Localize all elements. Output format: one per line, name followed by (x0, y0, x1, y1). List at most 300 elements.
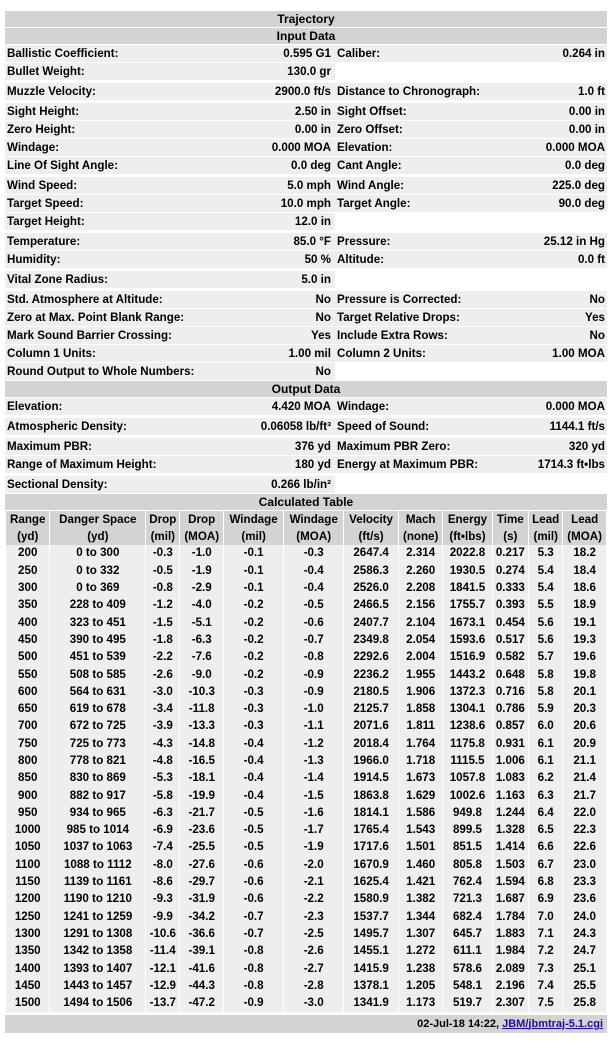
table-cell: 830 to 869 (50, 770, 145, 787)
table-cell: 882 to 917 (50, 787, 145, 804)
input-row (5, 139, 607, 156)
table-cell: -0.7 (284, 631, 343, 648)
table-row (6, 597, 606, 614)
output-row (5, 418, 607, 435)
table-cell: -11.4 (146, 943, 179, 960)
table-cell: 1755.7 (443, 597, 491, 614)
calculated-table (5, 511, 607, 1012)
input-row (5, 345, 607, 362)
table-cell: 19.3 (563, 631, 606, 648)
field-value: 2900.0 ft/s (274, 85, 331, 98)
table-cell: 7.5 (529, 995, 562, 1012)
field-label: Elevation: (337, 141, 393, 154)
table-cell: -0.1 (224, 545, 283, 562)
table-row (6, 649, 606, 666)
table-row (6, 545, 606, 562)
column-unit: (none) (399, 528, 442, 545)
table-cell: 1139 to 1161 (50, 874, 145, 891)
table-cell: 2.314 (399, 545, 442, 562)
table-cell: -8.0 (146, 856, 179, 873)
field-value: 0.595 G1 (283, 47, 331, 60)
table-cell: 6.0 (529, 718, 562, 735)
field-label: Sight Height: (7, 105, 80, 118)
table-cell: 1342 to 1358 (50, 943, 145, 960)
table-cell: 18.6 (563, 580, 606, 597)
table-cell: 7.4 (529, 977, 562, 994)
table-cell: 1.083 (493, 770, 529, 787)
table-cell: -0.8 (146, 580, 179, 597)
input-row (5, 271, 607, 288)
table-cell: 19.6 (563, 649, 606, 666)
table-cell: -1.1 (284, 718, 343, 735)
table-cell: 1.687 (493, 891, 529, 908)
field-label (335, 363, 517, 380)
table-row (6, 683, 606, 700)
table-cell: 24.0 (563, 908, 606, 925)
table-cell: 950 (6, 804, 49, 821)
field-label: Bullet Weight: (7, 65, 85, 78)
field-value: No (315, 311, 331, 324)
field-label: Pressure is Corrected: (337, 293, 462, 306)
table-cell: 1930.5 (443, 562, 491, 579)
table-row (6, 787, 606, 804)
footer (5, 1015, 607, 1033)
field-value: 0.0 ft (577, 253, 605, 266)
field-value (517, 476, 607, 493)
column-unit: (ft•lbs) (443, 528, 491, 545)
table-cell: 2.054 (399, 631, 442, 648)
table-cell: -5.8 (146, 787, 179, 804)
field-label: Range of Maximum Height: (7, 458, 157, 471)
input-row (5, 363, 607, 380)
table-cell: 1914.5 (344, 770, 398, 787)
table-cell: 1.421 (399, 874, 442, 891)
table-cell: 1057.8 (443, 770, 491, 787)
field-label: Std. Atmosphere at Altitude: (7, 293, 163, 306)
table-cell: 2.260 (399, 562, 442, 579)
table-cell: 762.4 (443, 874, 491, 891)
table-cell: 2349.8 (344, 631, 398, 648)
table-cell: 2.307 (493, 995, 529, 1012)
table-cell: 564 to 631 (50, 683, 145, 700)
table-row (6, 666, 606, 683)
table-cell: -0.4 (224, 753, 283, 770)
table-cell: 300 (6, 580, 49, 597)
table-cell: 2.156 (399, 597, 442, 614)
table-cell: -0.8 (284, 649, 343, 666)
table-cell: -0.3 (224, 683, 283, 700)
table-cell: -2.7 (284, 960, 343, 977)
table-cell: -0.1 (224, 580, 283, 597)
table-cell: -1.5 (284, 787, 343, 804)
table-cell: 6.1 (529, 753, 562, 770)
table-cell: -4.0 (180, 597, 223, 614)
table-cell: 1.344 (399, 908, 442, 925)
table-cell: 2466.5 (344, 597, 398, 614)
table-row (6, 856, 606, 873)
table-cell: 1.629 (399, 787, 442, 804)
field-value: 0.00 in (568, 123, 605, 136)
table-cell: 5.3 (529, 545, 562, 562)
table-cell: 1037 to 1063 (50, 839, 145, 856)
column-unit: (mil) (224, 528, 283, 545)
table-cell: 0 to 369 (50, 580, 145, 597)
jbm-link[interactable]: JBM (502, 1018, 526, 1031)
column-unit: (mil) (529, 528, 562, 545)
table-cell: 2407.7 (344, 614, 398, 631)
table-cell: -1.0 (180, 545, 223, 562)
table-cell: 6.2 (529, 770, 562, 787)
table-row (6, 995, 606, 1012)
table-cell: 1.543 (399, 822, 442, 839)
table-row (6, 701, 606, 718)
field-label: Column 2 Units: (337, 347, 426, 360)
table-cell: 19.8 (563, 666, 606, 683)
column-unit: (ft/s) (344, 528, 398, 545)
table-cell: -2.8 (284, 977, 343, 994)
table-cell: -14.8 (180, 735, 223, 752)
field-value: No (315, 365, 331, 378)
table-cell: 6.7 (529, 856, 562, 873)
table-cell: 1.163 (493, 787, 529, 804)
table-cell: 1.764 (399, 735, 442, 752)
table-cell: -3.0 (284, 995, 343, 1012)
table-cell: 1115.5 (443, 753, 491, 770)
table-cell: -1.8 (146, 631, 179, 648)
table-cell: 1673.1 (443, 614, 491, 631)
table-cell: -0.4 (224, 787, 283, 804)
table-cell: 721.3 (443, 891, 491, 908)
table-cell: 0.393 (493, 597, 529, 614)
table-cell: 2586.3 (344, 562, 398, 579)
table-cell: -8.6 (146, 874, 179, 891)
table-cell: -1.2 (284, 735, 343, 752)
table-cell: 1393 to 1407 (50, 960, 145, 977)
field-label: Pressure: (337, 235, 391, 248)
table-cell: -0.6 (224, 856, 283, 873)
table-cell: 21.4 (563, 770, 606, 787)
table-cell: 23.3 (563, 874, 606, 891)
table-cell: 5.8 (529, 683, 562, 700)
table-cell: 619 to 678 (50, 701, 145, 718)
table-cell: 1863.8 (344, 787, 398, 804)
table-cell: -12.9 (146, 977, 179, 994)
table-row (6, 753, 606, 770)
table-cell: 7.0 (529, 908, 562, 925)
column-unit: (MOA) (284, 528, 343, 545)
column-header: Drop (146, 511, 179, 528)
table-cell: 2180.5 (344, 683, 398, 700)
table-cell: 550 (6, 666, 49, 683)
table-row (6, 943, 606, 960)
table-cell: -3.4 (146, 701, 179, 718)
table-cell: -2.6 (146, 666, 179, 683)
input-data-section (5, 45, 607, 380)
table-cell: 1150 (6, 874, 49, 891)
table-cell: 1500 (6, 995, 49, 1012)
field-value: 1714.3 ft•lbs (537, 458, 605, 471)
table-row (6, 614, 606, 631)
table-cell: 1.205 (399, 977, 442, 994)
table-cell: -0.3 (224, 718, 283, 735)
title-header: Trajectory (5, 11, 607, 27)
table-cell: -41.6 (180, 960, 223, 977)
field-label: Target Angle: (337, 197, 411, 210)
field-label: Zero Height: (7, 123, 76, 136)
table-cell: 22.0 (563, 804, 606, 821)
table-cell: -0.7 (224, 926, 283, 943)
table-row (6, 874, 606, 891)
table-cell: -1.7 (284, 822, 343, 839)
table-cell: 1341.9 (344, 995, 398, 1012)
jbmtraj-link[interactable]: jbmtraj-5.1.cgi (528, 1018, 603, 1031)
field-label: Cant Angle: (337, 159, 402, 172)
table-row (6, 908, 606, 925)
table-cell: -6.9 (146, 822, 179, 839)
table-row (6, 562, 606, 579)
input-data-header: Input Data (5, 28, 607, 44)
table-cell: 22.6 (563, 839, 606, 856)
table-cell: 2236.2 (344, 666, 398, 683)
field-label: Vital Zone Radius: (7, 273, 108, 286)
table-cell: 5.6 (529, 614, 562, 631)
table-cell: 750 (6, 735, 49, 752)
field-label: Ballistic Coefficient: (7, 47, 119, 60)
table-cell: 682.4 (443, 908, 491, 925)
input-row (5, 309, 607, 326)
table-cell: -0.2 (224, 649, 283, 666)
table-cell: -2.3 (284, 908, 343, 925)
table-cell: 2018.4 (344, 735, 398, 752)
table-cell: -0.7 (224, 908, 283, 925)
field-value: No (315, 293, 331, 306)
table-cell: 1494 to 1506 (50, 995, 145, 1012)
table-cell: 611.1 (443, 943, 491, 960)
table-cell: -10.3 (180, 683, 223, 700)
column-unit: (yd) (6, 528, 49, 545)
table-cell: 2.196 (493, 977, 529, 994)
table-cell: 900 (6, 787, 49, 804)
table-cell: 1190 to 1210 (50, 891, 145, 908)
table-cell: -19.9 (180, 787, 223, 804)
table-cell: 1580.9 (344, 891, 398, 908)
table-cell: 1291 to 1308 (50, 926, 145, 943)
column-unit: (MOA) (563, 528, 606, 545)
table-cell: -6.3 (180, 631, 223, 648)
table-cell: -1.6 (284, 804, 343, 821)
table-row (6, 631, 606, 648)
table-cell: -9.3 (146, 891, 179, 908)
table-cell: 1200 (6, 891, 49, 908)
table-cell: 23.0 (563, 856, 606, 873)
table-cell: -12.1 (146, 960, 179, 977)
table-row (6, 735, 606, 752)
table-cell: -1.9 (180, 562, 223, 579)
table-cell: -0.1 (224, 562, 283, 579)
field-label: Round Output to Whole Numbers: (7, 365, 195, 378)
field-label: Wind Speed: (7, 179, 78, 192)
input-row (5, 291, 607, 308)
table-cell: 1443.2 (443, 666, 491, 683)
field-label: Energy at Maximum PBR: (337, 458, 479, 471)
table-cell: 0.857 (493, 718, 529, 735)
column-header: Lead (529, 511, 562, 528)
column-unit: (MOA) (180, 528, 223, 545)
output-row (5, 438, 607, 455)
table-cell: 0.333 (493, 580, 529, 597)
field-value: 12.0 in (294, 215, 331, 228)
field-label: Target Relative Drops: (337, 311, 460, 324)
table-cell: 25.1 (563, 960, 606, 977)
table-cell: -47.2 (180, 995, 223, 1012)
table-cell: -2.0 (284, 856, 343, 873)
table-cell: 5.4 (529, 562, 562, 579)
table-cell: 1.503 (493, 856, 529, 873)
footer-date: 02-Jul-18 14:22, (417, 1018, 500, 1031)
table-cell: -0.2 (224, 666, 283, 683)
table-cell: 1100 (6, 856, 49, 873)
table-cell: 1495.7 (344, 926, 398, 943)
input-row (5, 45, 607, 62)
field-value (517, 63, 607, 80)
column-header: Energy (443, 511, 491, 528)
field-label: Muzzle Velocity: (7, 85, 96, 98)
table-cell: 2022.8 (443, 545, 491, 562)
field-label: Target Height: (7, 215, 85, 228)
table-cell: -2.9 (180, 580, 223, 597)
field-value (517, 363, 607, 380)
table-cell: -25.5 (180, 839, 223, 856)
column-header: Mach (399, 511, 442, 528)
table-cell: 1241 to 1259 (50, 908, 145, 925)
table-cell: 578.6 (443, 960, 491, 977)
field-value: 376 yd (294, 440, 331, 453)
table-cell: 24.7 (563, 943, 606, 960)
field-value: 0.264 in (562, 47, 605, 60)
table-cell: 1.272 (399, 943, 442, 960)
table-cell: -34.2 (180, 908, 223, 925)
table-cell: 2071.6 (344, 718, 398, 735)
table-cell: 21.1 (563, 753, 606, 770)
table-cell: 25.5 (563, 977, 606, 994)
table-cell: 451 to 539 (50, 649, 145, 666)
table-cell: -2.2 (146, 649, 179, 666)
table-cell: -0.6 (224, 874, 283, 891)
table-cell: -0.9 (284, 683, 343, 700)
table-cell: 1.906 (399, 683, 442, 700)
field-value: 320 yd (568, 440, 605, 453)
field-label: Zero Offset: (337, 123, 403, 136)
table-cell: -0.6 (224, 891, 283, 908)
table-cell: 24.3 (563, 926, 606, 943)
field-label: Atmospheric Density: (7, 420, 127, 433)
table-cell: 645.7 (443, 926, 491, 943)
table-cell: 1250 (6, 908, 49, 925)
table-cell: 1.883 (493, 926, 529, 943)
link-slash[interactable]: / (525, 1018, 529, 1031)
table-cell: 1450 (6, 977, 49, 994)
table-cell: 1.414 (493, 839, 529, 856)
table-cell: 20.3 (563, 701, 606, 718)
table-cell: -0.5 (224, 822, 283, 839)
table-cell: 1.784 (493, 908, 529, 925)
table-cell: 0.648 (493, 666, 529, 683)
field-value: 10.0 mph (280, 197, 331, 210)
table-cell: 700 (6, 718, 49, 735)
table-cell: 1717.6 (344, 839, 398, 856)
table-cell: 23.6 (563, 891, 606, 908)
table-cell: 0.716 (493, 683, 529, 700)
table-cell: -4.8 (146, 753, 179, 770)
table-cell: 2.089 (493, 960, 529, 977)
table-cell: 851.5 (443, 839, 491, 856)
field-value: 4.420 MOA (271, 400, 331, 413)
table-row (6, 891, 606, 908)
table-cell: -21.7 (180, 804, 223, 821)
table-cell: 2.208 (399, 580, 442, 597)
table-row (6, 804, 606, 821)
table-cell: -4.3 (146, 735, 179, 752)
table-row (6, 580, 606, 597)
table-cell: 1516.9 (443, 649, 491, 666)
table-cell: -31.9 (180, 891, 223, 908)
table-cell: 1.244 (493, 804, 529, 821)
table-cell: -36.6 (180, 926, 223, 943)
table-cell: 725 to 773 (50, 735, 145, 752)
table-cell: 18.2 (563, 545, 606, 562)
table-cell: -0.2 (224, 631, 283, 648)
table-cell: -0.6 (284, 614, 343, 631)
field-value: 0.00 in (568, 105, 605, 118)
table-cell: 508 to 585 (50, 666, 145, 683)
table-cell: 1372.3 (443, 683, 491, 700)
field-value: No (589, 293, 605, 306)
field-value: 0.000 MOA (545, 141, 605, 154)
table-cell: 1455.1 (344, 943, 398, 960)
input-row (5, 83, 607, 100)
table-cell: 1443 to 1457 (50, 977, 145, 994)
table-cell: -1.5 (146, 614, 179, 631)
table-cell: -0.9 (224, 995, 283, 1012)
field-label (335, 213, 517, 230)
table-cell: -1.9 (284, 839, 343, 856)
table-cell: -0.8 (224, 977, 283, 994)
table-cell: 250 (6, 562, 49, 579)
field-label: Zero at Max. Point Blank Range: (7, 311, 185, 324)
table-cell: 200 (6, 545, 49, 562)
table-cell: 1415.9 (344, 960, 398, 977)
table-cell: 1625.4 (344, 874, 398, 891)
table-cell: 1.594 (493, 874, 529, 891)
field-label: Mark Sound Barrier Crossing: (7, 329, 172, 342)
table-cell: -0.4 (284, 580, 343, 597)
field-label: Altitude: (337, 253, 385, 266)
table-cell: 1350 (6, 943, 49, 960)
table-cell: -3.9 (146, 718, 179, 735)
field-label: Sectional Density: (7, 478, 108, 491)
table-cell: 985 to 1014 (50, 822, 145, 839)
table-cell: 19.1 (563, 614, 606, 631)
column-unit: (s) (493, 528, 529, 545)
table-cell: -10.6 (146, 926, 179, 943)
column-header: Danger Space (50, 511, 145, 528)
column-header: Windage (224, 511, 283, 528)
table-cell: 1000 (6, 822, 49, 839)
table-cell: 1593.6 (443, 631, 491, 648)
field-label: Maximum PBR Zero: (337, 440, 451, 453)
input-row (5, 157, 607, 174)
field-value: 25.12 in Hg (543, 235, 605, 248)
